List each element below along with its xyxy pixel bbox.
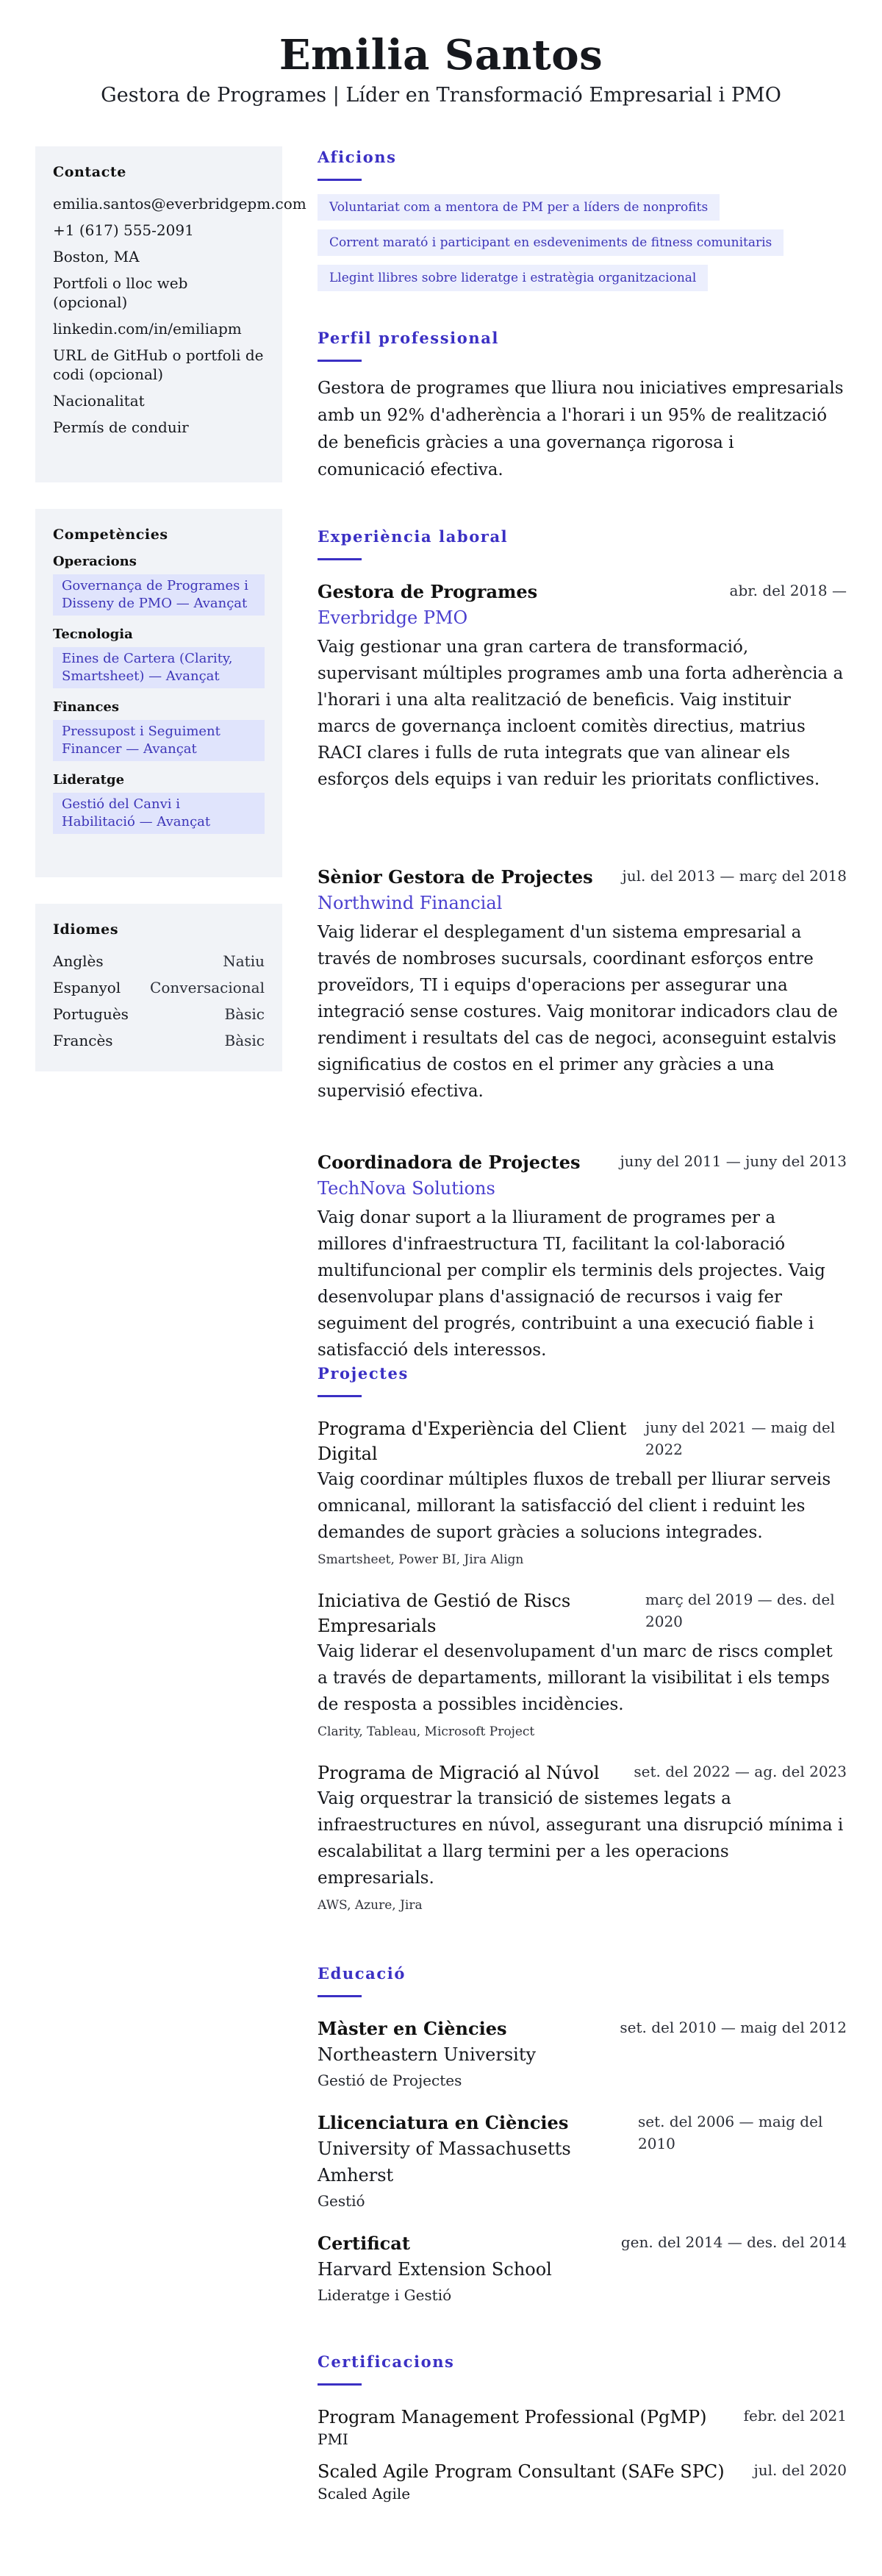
- project-entry: [318, 1588, 847, 1741]
- project-name: Programa d'Experiència del Client Digital: [318, 1419, 627, 1464]
- skill-category: Finances: [53, 699, 119, 715]
- profile-section: [318, 327, 847, 526]
- section-divider: [318, 2383, 362, 2386]
- experience-entry: [318, 1150, 847, 1363]
- language-row: [53, 1001, 265, 1027]
- project-name: Iniciativa de Gestió de Riscs Empresarials: [318, 1591, 571, 1636]
- job-title: Sènior Gestora de Projectes: [318, 866, 593, 888]
- languages-title: Idiomes: [53, 921, 119, 938]
- degree: Màster en Ciències: [318, 2018, 507, 2039]
- education-dates: set. del 2006 — maig del 2010: [638, 2113, 823, 2152]
- education-entry: [318, 2016, 847, 2091]
- resume-body: [35, 146, 847, 2522]
- project-dates: juny del 2021 — maig del 2022: [645, 1419, 836, 1458]
- skill-category: Operacions: [53, 554, 137, 569]
- school-name: University of Massachusetts Amherst: [318, 2138, 571, 2186]
- language-row: [53, 974, 265, 1001]
- entry-header: [318, 2111, 847, 2188]
- skill-chip: Pressupost i Seguiment Financer — Avançat: [53, 720, 265, 761]
- skill-group: [53, 771, 265, 834]
- experience-section: [318, 526, 847, 1363]
- education-entry: [318, 2231, 847, 2306]
- entry-header: [318, 579, 847, 604]
- candidate-headline: Gestora de Programes | Líder en Transformació Empresarial i PMO: [101, 84, 781, 107]
- section-title: Perfil professional: [318, 329, 499, 347]
- contact-panel: [35, 146, 306, 482]
- skills-panel: [35, 509, 282, 877]
- company-name: TechNova Solutions: [318, 1178, 495, 1199]
- section-title: Aficions: [318, 148, 397, 166]
- hobby-chip: Voluntariat com a mentora de PM per a líders de nonprofits: [318, 194, 720, 221]
- skill-group: [53, 699, 265, 761]
- certification-name: Scaled Agile Program Consultant (SAFe SPC): [318, 2461, 725, 2482]
- section-divider: [318, 558, 362, 560]
- skill-group: [53, 626, 265, 688]
- field-of-study: Lideratge i Gestió: [318, 2286, 452, 2304]
- certification-name: Program Management Professional (PgMP): [318, 2407, 707, 2427]
- project-name: Programa de Migració al Núvol: [318, 1763, 600, 1783]
- field-of-study: Gestió de Projectes: [318, 2072, 462, 2089]
- certification-date: febr. del 2021: [743, 2407, 847, 2425]
- entry-header: [318, 1416, 847, 1466]
- hobbies-section: [318, 146, 847, 327]
- skill-chip: Gestió del Canvi i Habilitació — Avançat: [53, 793, 265, 834]
- skill-chip: Eines de Cartera (Clarity, Smartsheet) — Avançat: [53, 647, 265, 688]
- school-name: Harvard Extension School: [318, 2259, 552, 2280]
- project-dates: set. del 2022 — ag. del 2023: [634, 1763, 847, 1780]
- language-row: [53, 1027, 265, 1054]
- section-title: Experiència laboral: [318, 527, 509, 546]
- contact-title: Contacte: [53, 164, 126, 180]
- language-level: Bàsic: [224, 1032, 265, 1049]
- job-description: Vaig gestionar una gran cartera de transformació, supervisant múltiples programes amb una forta adherència a l'horari i una alta realització de beneficis. Vaig instituir marcs de governança incloent comitès directius, matrius RACI clares i fulls de ruta integrats que van alinear els esforços dels equips i van reduir les prioritats conflictives.: [318, 638, 844, 789]
- job-description: Vaig liderar el desplegament d'un sistema empresarial a través de nombroses sucursals, coordinant esforços entre proveïdors, TI i equips d'operacions per assegurar una integració sense costures. Vaig monitorar indicadors clau de rendiment i resultats del cas de negoci, aconseguint estalvis significatius de costos en el primer any gràcies a una supervisió efectiva.: [318, 923, 838, 1101]
- section-title: Educació: [318, 1964, 406, 1983]
- contact-email[interactable]: emilia.santos@everbridgepm.com: [53, 195, 306, 213]
- contact-linkedin[interactable]: linkedin.com/in/emiliapm: [53, 320, 242, 338]
- certification-entry: [318, 2405, 847, 2449]
- hobby-chip: Corrent marató i participant en esdeveniments de fitness comunitaris: [318, 229, 784, 256]
- job-title: Gestora de Programes: [318, 581, 538, 602]
- section-divider: [318, 179, 362, 181]
- profile-summary: Gestora de programes que lliura nou iniciatives empresarials amb un 92% d'adherència a l'horari i un 95% de realització de beneficis gràcies a una governança rigorosa i comunicació efectiva.: [318, 379, 844, 479]
- project-tools: Smartsheet, Power BI, Jira Align: [318, 1552, 524, 1567]
- school-name: Northeastern University: [318, 2044, 537, 2065]
- project-description: Vaig liderar el desenvolupament d'un marc de riscs complet a través de departaments, millorant la visibilitat i els temps de resposta a possibles incidències.: [318, 1642, 833, 1714]
- resume-header: [0, 0, 882, 129]
- section-title: Projectes: [318, 1364, 409, 1382]
- section-divider: [318, 360, 362, 362]
- entry-header: [318, 2459, 847, 2484]
- job-dates: juny del 2011 — juny del 2013: [620, 1152, 847, 1170]
- experience-entry: [318, 579, 847, 846]
- project-description: Vaig orquestrar la transició de sistemes legats a infraestructures en núvol, assegurant una disrupció mínima i escalabilitat a llarg termini per a les operacions empresarials.: [318, 1789, 844, 1888]
- certification-entry: [318, 2459, 847, 2503]
- language-name: Portuguès: [53, 1005, 129, 1023]
- company-name: Everbridge PMO: [318, 607, 468, 628]
- project-entry: [318, 1416, 847, 1569]
- contact-driving-license: Permís de conduir: [53, 418, 189, 436]
- education-dates: set. del 2010 — maig del 2012: [620, 2019, 847, 2036]
- entry-header: [318, 2016, 847, 2041]
- language-level: Natiu: [223, 952, 265, 970]
- entry-header: [318, 2231, 847, 2256]
- job-dates: jul. del 2013 — març del 2018: [622, 867, 847, 885]
- project-tools: Clarity, Tableau, Microsoft Project: [318, 1724, 535, 1739]
- company-name: Northwind Financial: [318, 893, 503, 913]
- skill-chip: Governança de Programes i Disseny de PMO — Avançat: [53, 574, 265, 616]
- entry-header: [318, 1760, 847, 1785]
- language-name: Francès: [53, 1032, 113, 1049]
- skills-title: Competències: [53, 527, 168, 543]
- section-divider: [318, 1995, 362, 1997]
- sidebar: [35, 146, 306, 2522]
- education-section: [318, 1963, 847, 2351]
- degree: Certificat: [318, 2233, 410, 2254]
- section-divider: [318, 1395, 362, 1397]
- certification-issuer: PMI: [318, 2430, 348, 2448]
- experience-entry: [318, 865, 847, 1131]
- field-of-study: Gestió: [318, 2192, 365, 2210]
- skill-group: [53, 553, 265, 616]
- contact-github[interactable]: URL de GitHub o portfoli de codi (opcional): [53, 346, 264, 383]
- project-description: Vaig coordinar múltiples fluxos de treball per lliurar serveis omnicanal, millorant la satisfacció del client i reduint les demandes de suport gràcies a solucions integrades.: [318, 1470, 831, 1542]
- language-level: Conversacional: [150, 979, 265, 996]
- entry-header: [318, 865, 847, 890]
- contact-portfolio[interactable]: Portfoli o lloc web (opcional): [53, 274, 188, 311]
- hobby-chip: Llegint llibres sobre lideratge i estratègia organitzacional: [318, 265, 708, 291]
- contact-phone[interactable]: +1 (617) 555-2091: [53, 221, 194, 239]
- language-name: Espanyol: [53, 979, 121, 996]
- section-title: Certificacions: [318, 2352, 455, 2371]
- degree: Llicenciatura en Ciències: [318, 2112, 569, 2133]
- job-description: Vaig donar suport a la lliurament de programes per a millores d'infraestructura TI, facilitant la col·laboració multifuncional per complir els terminis dels projectes. Vaig desenvolupar plans d'assignació de recursos i vaig fer seguiment del progrés, contribuint a una execució fiable i satisfacció dels interessos.: [318, 1208, 825, 1360]
- entry-header: [318, 2405, 847, 2430]
- language-name: Anglès: [53, 952, 104, 970]
- project-dates: març del 2019 — des. del 2020: [645, 1591, 835, 1630]
- entry-header: [318, 1588, 847, 1638]
- skill-category: Lideratge: [53, 772, 125, 788]
- project-tools: AWS, Azure, Jira: [318, 1898, 423, 1913]
- language-level: Bàsic: [224, 1005, 265, 1023]
- main-content: [318, 146, 847, 2522]
- project-entry: [318, 1760, 847, 1915]
- certification-issuer: Scaled Agile: [318, 2485, 411, 2502]
- education-left: [318, 2111, 612, 2188]
- contact-nationality: Nacionalitat: [53, 392, 145, 410]
- certification-date: jul. del 2020: [753, 2461, 847, 2479]
- education-entry: [318, 2111, 847, 2212]
- contact-location: Boston, MA: [53, 248, 140, 265]
- candidate-name: Emilia Santos: [279, 31, 603, 79]
- skill-category: Tecnologia: [53, 627, 133, 642]
- job-title: Coordinadora de Projectes: [318, 1152, 581, 1173]
- languages-panel: [35, 904, 282, 1071]
- language-row: [53, 948, 265, 974]
- job-dates: abr. del 2018 —: [729, 582, 847, 599]
- projects-section: [318, 1363, 847, 1963]
- certifications-section: [318, 2351, 847, 2503]
- education-dates: gen. del 2014 — des. del 2014: [620, 2233, 847, 2251]
- entry-header: [318, 1150, 847, 1175]
